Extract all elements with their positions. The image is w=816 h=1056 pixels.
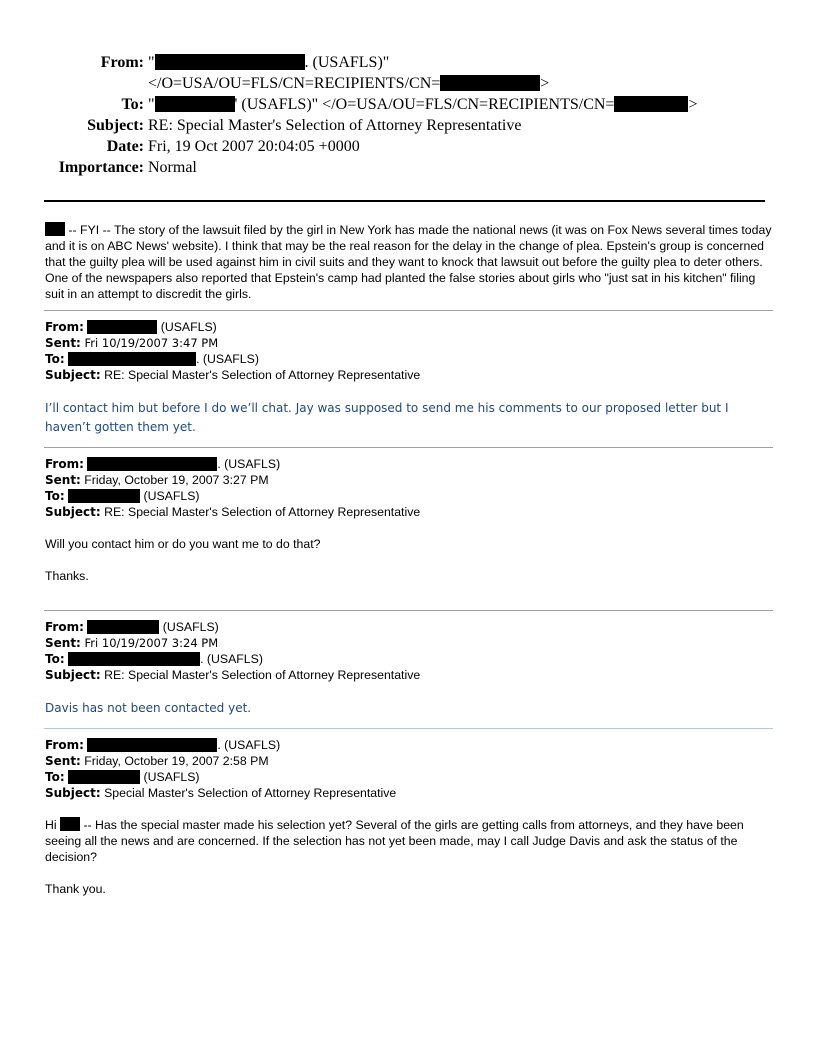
message-4-subject [45, 667, 773, 683]
message-5-text: -- Has the special master made his selection yet? Several of the girls are getting calls from attorneys, and they have been seeing all the news and are concerned. If the selection has not yet been made, may I call Judge Davis and ask the status of the decision? [45, 818, 744, 864]
redaction-box [440, 75, 540, 91]
message-4-to [45, 651, 773, 667]
message-4-sent [45, 635, 773, 651]
message-3-header [45, 456, 773, 520]
redaction-box [68, 652, 200, 666]
message-5-header [45, 737, 773, 801]
redaction-box [60, 817, 80, 831]
header-from-row [40, 52, 697, 94]
header-subject-row [40, 115, 697, 136]
spacer [45, 801, 773, 817]
header-from-label: From: [100, 54, 144, 71]
sent-label: Sent: [45, 473, 81, 487]
message-3-from [45, 456, 773, 472]
subject-label: Subject: [45, 668, 101, 682]
message-2-header [45, 319, 773, 383]
from-label: From: [45, 457, 84, 471]
header-subject-label: Subject: [87, 117, 144, 134]
message-3-subject [45, 504, 773, 520]
message-4-subject-value: RE: Special Master's Selection of Attorney Representative [100, 668, 421, 682]
header-subject-value: RE: Special Master's Selection of Attorney Representative [148, 117, 522, 134]
header-date-label: Date: [106, 138, 144, 155]
thread-divider [44, 310, 773, 311]
from-label: From: [45, 320, 84, 334]
message-4-body: Davis has not been contacted yet. [45, 701, 252, 715]
message-5-subject [45, 785, 773, 801]
message-5-to [45, 769, 773, 785]
redaction-box [87, 738, 217, 752]
header-date-value: Fri, 19 Oct 2007 20:04:05 +0000 [148, 138, 360, 155]
message-4-from [45, 619, 773, 635]
header-from-value [148, 52, 549, 94]
subject-label: Subject: [45, 786, 101, 800]
message-4-header [45, 619, 773, 683]
redaction-box [68, 770, 140, 784]
message-3-sent [45, 472, 773, 488]
subject-label: Subject: [45, 368, 101, 382]
redaction-box [155, 96, 235, 112]
spacer [45, 865, 773, 881]
header-from-close: > [540, 75, 550, 92]
to-label: To: [45, 489, 65, 503]
message-2-to [45, 351, 773, 367]
to-label: To: [45, 352, 65, 366]
message-2-subject-value: RE: Special Master's Selection of Attorney Representative [100, 368, 421, 382]
redaction-box [155, 54, 305, 70]
message-5-from-value: . (USAFLS) [217, 738, 281, 752]
message-3-closing: Thanks. [45, 569, 89, 583]
message-3-sent-value: Friday, October 19, 2007 3:27 PM [80, 473, 269, 487]
message-3-to [45, 488, 773, 504]
redaction-box [87, 457, 217, 471]
message-2-from [45, 319, 773, 335]
thread-divider [44, 610, 773, 611]
message-4-from-value: (USAFLS) [159, 620, 219, 634]
header-importance-value: Normal [148, 159, 197, 176]
thread-divider [44, 447, 773, 448]
message-1-text: -- FYI -- The story of the lawsuit filed by the girl in New York has made the national news (it was on Fox News several times today and it is on ABC News' website). I think that may be the real reason for the delay in the change of plea. Epstein's group is concerned that the guilty plea will be used against him in civil suits and they want to knock that lawsuit out before the guilty plea to deter others. One of the newspapers also reported that Epstein's camp had planted the false stories about girls who "just sat in his kitchen" filing suit in an attempt to discredit the girls. [45, 223, 772, 301]
message-3-body: Will you contact him or do you want me to do that? [45, 537, 321, 551]
spacer [45, 520, 773, 536]
header-from-address: </O=USA/OU=FLS/CN=RECIPIENTS/CN= [148, 75, 441, 92]
message-5-closing: Thank you. [45, 882, 106, 896]
header-to-label: To: [121, 96, 144, 113]
message-2-sent-value: Fri 10/19/2007 3:47 PM [80, 336, 219, 350]
redaction-box [87, 320, 157, 334]
message-3-subject-value: RE: Special Master's Selection of Attorney Representative [100, 505, 421, 519]
redaction-box [68, 489, 140, 503]
header-importance-label: Importance: [58, 159, 144, 176]
message-4-to-value: . (USAFLS) [200, 652, 263, 666]
message-5-from [45, 737, 773, 753]
message-5-sent [45, 753, 773, 769]
sent-label: Sent: [45, 636, 81, 650]
spacer [45, 584, 773, 600]
from-label: From: [45, 620, 84, 634]
header-to-quote: " [148, 96, 155, 113]
sent-label: Sent: [45, 754, 81, 768]
email-header [40, 52, 697, 178]
redaction-box [87, 620, 159, 634]
redaction-box [614, 96, 688, 112]
to-label: To: [45, 770, 65, 784]
message-2-subject [45, 367, 773, 383]
thread-divider [44, 728, 773, 729]
message-4-sent-value: Fri 10/19/2007 3:24 PM [80, 636, 219, 650]
message-5-subject-value: Special Master's Selection of Attorney Representative [100, 786, 397, 800]
header-importance-row [40, 157, 697, 178]
email-body [45, 222, 773, 897]
header-to-value [148, 94, 697, 115]
message-1-body [45, 222, 773, 302]
header-to-row [40, 94, 697, 115]
message-5-sent-value: Friday, October 19, 2007 2:58 PM [80, 754, 269, 768]
header-to-address: ' (USAFLS)" </O=USA/OU=FLS/CN=RECIPIENTS/CN= [234, 96, 615, 113]
subject-label: Subject: [45, 505, 101, 519]
header-date-row [40, 136, 697, 157]
message-5-body [45, 817, 773, 865]
from-label: From: [45, 738, 84, 752]
message-3-to-value: (USAFLS) [140, 489, 200, 503]
spacer [45, 552, 773, 568]
message-5-to-value: (USAFLS) [140, 770, 200, 784]
header-to-close: > [688, 96, 698, 113]
message-5-greeting: Hi [45, 818, 61, 832]
message-2-to-value: . (USAFLS) [196, 352, 259, 366]
message-3-from-value: . (USAFLS) [217, 457, 281, 471]
message-2-from-value: (USAFLS) [157, 320, 217, 334]
header-divider [44, 200, 765, 202]
sent-label: Sent: [45, 336, 81, 350]
message-2-body: I’ll contact him but before I do we’ll chat. Jay was supposed to send me his comments to our proposed letter but I haven’t gotten them yet. [45, 401, 729, 434]
header-from-org: . (USAFLS)" [304, 54, 390, 71]
message-2-sent [45, 335, 773, 351]
redaction-box [68, 352, 196, 366]
header-from-quote: " [148, 54, 155, 71]
to-label: To: [45, 652, 65, 666]
redaction-box [45, 222, 65, 236]
